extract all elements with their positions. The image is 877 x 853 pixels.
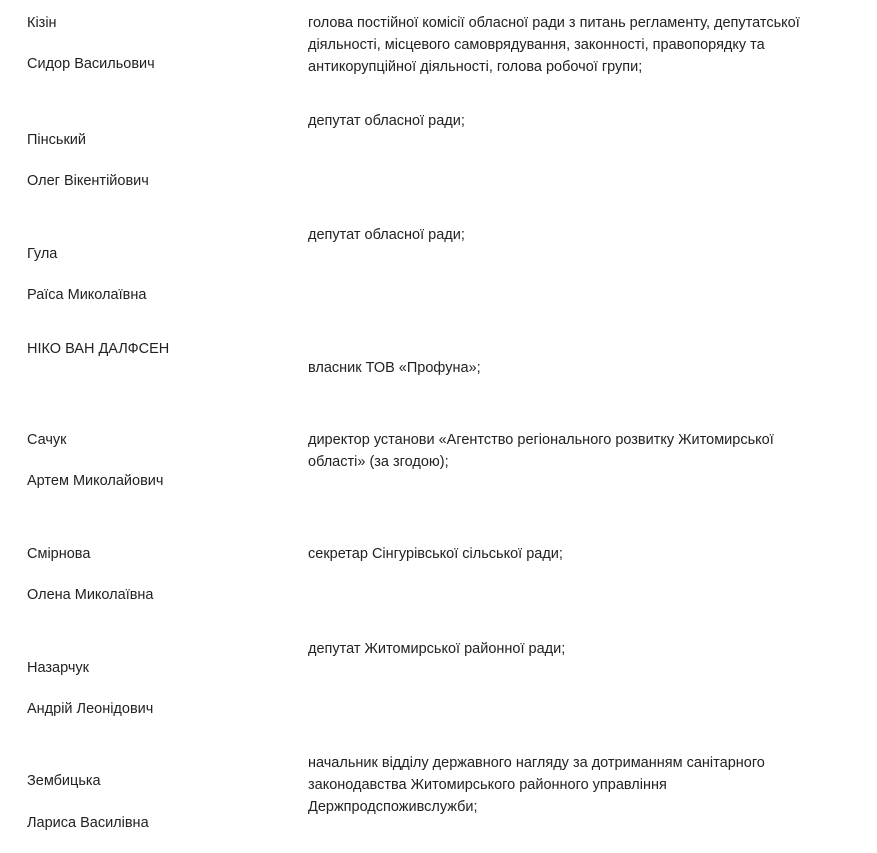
member-6-given-names: Олена Миколаївна (27, 587, 154, 603)
member-6-surname: Смірнова (27, 546, 91, 562)
member-6-role: секретар Сінгурівської сільської ради; (308, 546, 563, 562)
member-8-role: начальник відділу державного нагляду за дотриманням санітарного законодавства Житомирського районного управління Держпродспоживслужби; (308, 755, 765, 815)
member-2-given-names: Олег Вікентійович (27, 173, 149, 189)
member-4-full-name: НІКО ВАН ДАЛФСЕН (27, 341, 170, 357)
member-5-given-names: Артем Миколайович (27, 473, 164, 489)
member-8-given-names: Лариса Василівна (27, 815, 149, 831)
member-1-surname: Кізін (27, 15, 57, 31)
member-8-surname: Зембицька (27, 773, 101, 789)
member-3-role: депутат обласної ради; (308, 227, 465, 243)
member-7-surname: Назарчук (27, 660, 89, 676)
member-1-role: голова постійної комісії обласної ради з питань регламенту, депутатської діяльності, місцевого самоврядування, законності, правопорядку та антикорупційної діяльності, голова робочої групи; (308, 15, 800, 75)
member-5-surname: Сачук (27, 432, 67, 448)
member-7-role: депутат Житомирської районної ради; (308, 641, 566, 657)
member-4-role: власник ТОВ «Профуна»; (308, 360, 481, 376)
member-3-given-names: Раїса Миколаївна (27, 287, 147, 303)
member-7-given-names: Андрій Леонідович (27, 701, 154, 717)
member-3-surname: Гула (27, 246, 58, 262)
member-5-role: директор установи «Агентство регіонального розвитку Житомирської області» (за згодою); (308, 432, 774, 470)
member-2-surname: Пінський (27, 132, 86, 148)
member-2-role: депутат обласної ради; (308, 113, 465, 129)
member-1-given-names: Сидор Васильович (27, 56, 155, 72)
